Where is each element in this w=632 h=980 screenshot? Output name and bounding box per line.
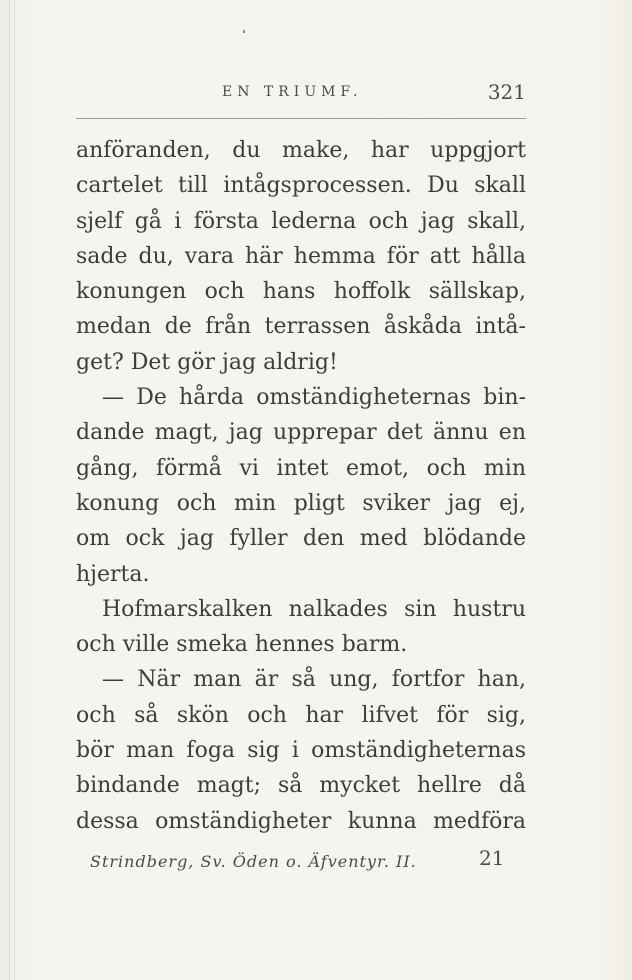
text-line: om ock jag fyller den med blödande — [76, 526, 526, 552]
text-line: hjerta. — [76, 561, 150, 587]
sheet-number: 21 — [479, 846, 505, 870]
text-line: medan de från terrassen åskåda intå- — [76, 314, 526, 340]
printer-signature: Strindberg, Sv. Öden o. Äfventyr. II. — [90, 852, 417, 871]
text-line: dande magt, jag upprepar det ännu en — [76, 420, 526, 446]
text-line: och ville smeka hennes barm. — [76, 632, 408, 658]
text-line: konung och min pligt sviker jag ej, — [76, 490, 526, 516]
body-text — [76, 133, 526, 839]
text-line: bindande magt; så mycket hellre då — [76, 773, 526, 799]
text-line: konungen och hans hoffolk sällskap, — [76, 279, 526, 305]
text-line: sjelf gå i första lederna och jag skall, — [76, 208, 526, 234]
page-number: 321 — [487, 80, 526, 104]
header-rule — [76, 118, 526, 119]
text-line: och så skön och har lifvet för sig, — [76, 702, 526, 728]
text-line: gång, förmå vi intet emot, och min — [76, 455, 526, 481]
text-line: — De hårda omständigheternas bin- — [102, 385, 526, 411]
text-line: anföranden, du make, har uppgjort — [76, 138, 526, 163]
text-line: get? Det gör jag aldrig! — [76, 349, 338, 375]
text-line: bör man foga sig i omständigheternas — [76, 738, 526, 764]
text-line: Hofmarskalken nalkades sin hustru — [102, 596, 526, 622]
text-line: cartelet till intågsprocessen. Du skall — [76, 173, 526, 199]
text-line: sade du, vara här hemma för att hålla — [76, 243, 526, 269]
running-title: EN TRIUMF. — [222, 84, 363, 100]
text-line: dessa omständigheter kunna medföra — [76, 808, 526, 834]
text-line: — När man är så ung, fortfor han, — [102, 667, 526, 693]
page-gutter-edge — [9, 0, 10, 980]
page-gutter-shadow — [14, 0, 15, 980]
ink-speck — [243, 30, 245, 33]
